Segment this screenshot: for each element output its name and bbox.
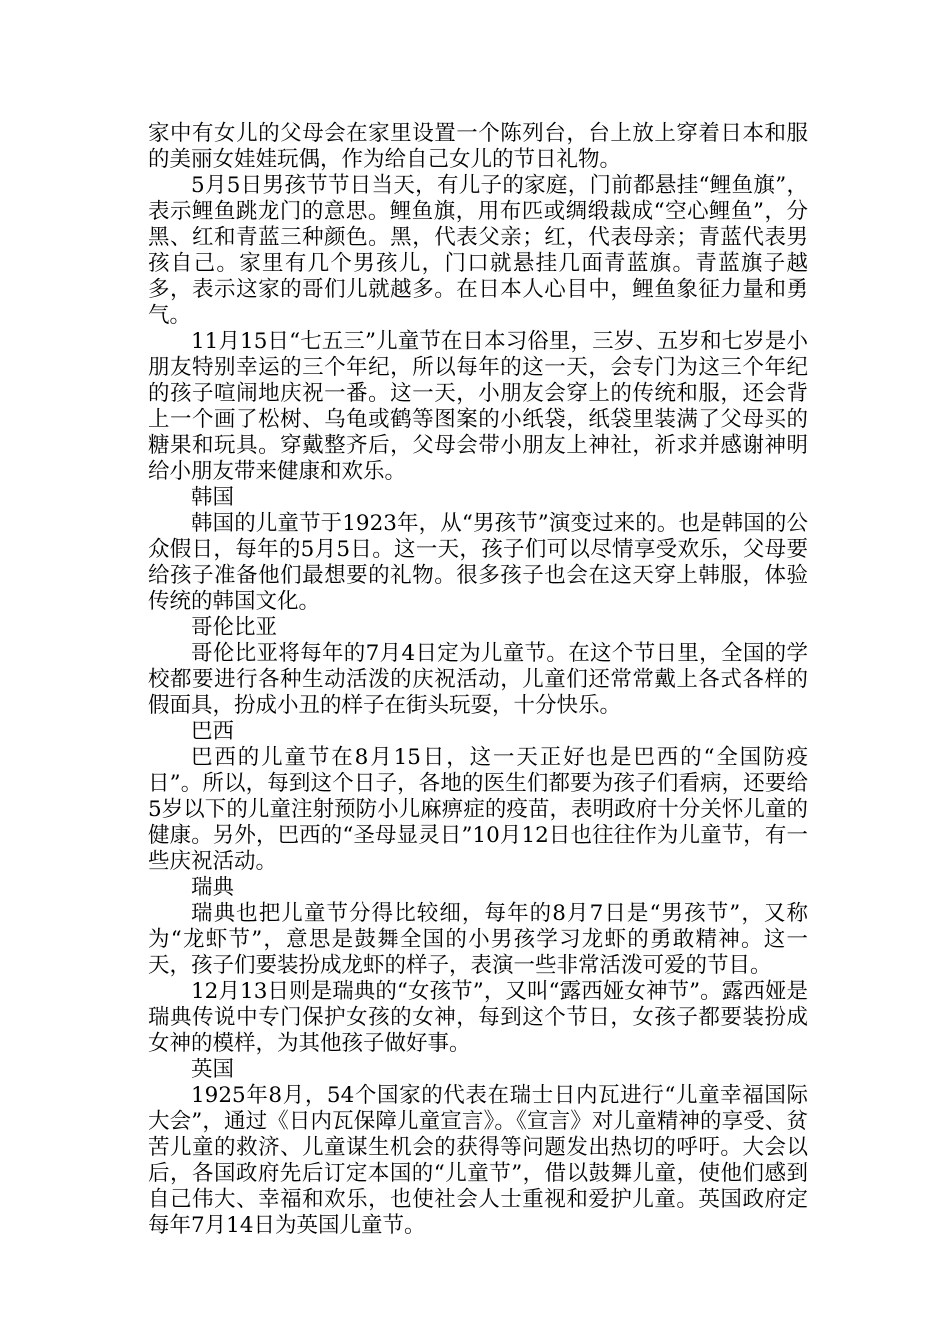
section-heading-uk: 英国	[191, 1057, 235, 1082]
paragraph-doll-gift: 家中有女儿的父母会在家里设置一个陈列台，台上放上穿着日本和服的美丽女娃娃玩偶，作为给自己女儿的节日礼物。	[148, 121, 808, 172]
paragraph-boys-day: 5月5日男孩节节日当天，有儿子的家庭，门前都悬挂“鲤鱼旗”，表示鲤鱼跳龙门的意思。鲤鱼旗，用布匹或绸缎裁成“空心鲤鱼”，分黑、红和青蓝三种颜色。黑，代表父亲；红，代表母亲；青蓝代表男孩自己。家里有几个男孩儿，门口就悬挂几面青蓝旗。青蓝旗子越多，表示这家的哥们儿就越多。在日本人心目中，鲤鱼象征力量和勇气。	[148, 173, 808, 328]
paragraph-sweden-girls: 12月13日则是瑞典的“女孩节”，又叫“露西娅女神节”。露西娅是瑞典传说中专门保护女孩的女神，每到这个节日，女孩子都要装扮成女神的模样，为其他孩子做好事。	[148, 979, 808, 1056]
document-page	[148, 121, 808, 1239]
paragraph-shichigosan: 11月15日“七五三”儿童节在日本习俗里，三岁、五岁和七岁是小朋友特别幸运的三个年纪，所以每年的这一天，会专门为这三个年纪的孩子喧闹地庆祝一番。这一天，小朋友会穿上的传统和服，还会背上一个画了松树、乌龟或鹤等图案的小纸袋，纸袋里装满了父母买的糖果和玩具。穿戴整齐后，父母会带小朋友上神社，祈求并感谢神明给小朋友带来健康和欢乐。	[148, 329, 808, 484]
paragraph-sweden-boys: 瑞典也把儿童节分得比较细，每年的8月7日是“男孩节”，又称为“龙虾节”，意思是鼓舞全国的小男孩学习龙虾的勇敢精神。这一天，孩子们要装扮成龙虾的样子，表演一些非常活泼可爱的节目。	[148, 901, 808, 978]
paragraph-uk: 1925年8月，54个国家的代表在瑞士日内瓦进行“儿童幸福国际大会”，通过《日内瓦保障儿童宣言》。《宣言》对儿童精神的享受、贫苦儿童的救济、儿童谋生机会的获得等问题发出热切的呼吁。大会以后，各国政府先后订定本国的“儿童节”，借以鼓舞儿童，使他们感到自己伟大、幸福和欢乐，也使社会人士重视和爱护儿童。英国政府定每年7月14日为英国儿童节。	[148, 1083, 808, 1238]
section-heading-korea: 韩国	[191, 485, 235, 510]
paragraph-korea: 韩国的儿童节于1923年，从“男孩节”演变过来的。也是韩国的公众假日，每年的5月5日。这一天，孩子们可以尽情享受欢乐，父母要给孩子准备他们最想要的礼物。很多孩子也会在这天穿上韩服，体验传统的韩国文化。	[148, 511, 808, 614]
paragraph-brazil: 巴西的儿童节在8月15日，这一天正好也是巴西的“全国防疫日”。所以，每到这个日子，各地的医生们都要为孩子们看病，还要给5岁以下的儿童注射预防小儿麻痹症的疫苗，表明政府十分关怀儿童的健康。另外，巴西的“圣母显灵日”10月12日也往往作为儿童节，有一些庆祝活动。	[148, 745, 808, 874]
section-heading-brazil: 巴西	[191, 719, 235, 744]
paragraph-colombia: 哥伦比亚将每年的7月4日定为儿童节。在这个节日里，全国的学校都要进行各种生动活泼的庆祝活动，儿童们还常常戴上各式各样的假面具，扮成小丑的样子在街头玩耍，十分快乐。	[148, 641, 808, 718]
section-heading-sweden: 瑞典	[191, 875, 235, 900]
section-heading-colombia: 哥伦比亚	[191, 615, 278, 640]
